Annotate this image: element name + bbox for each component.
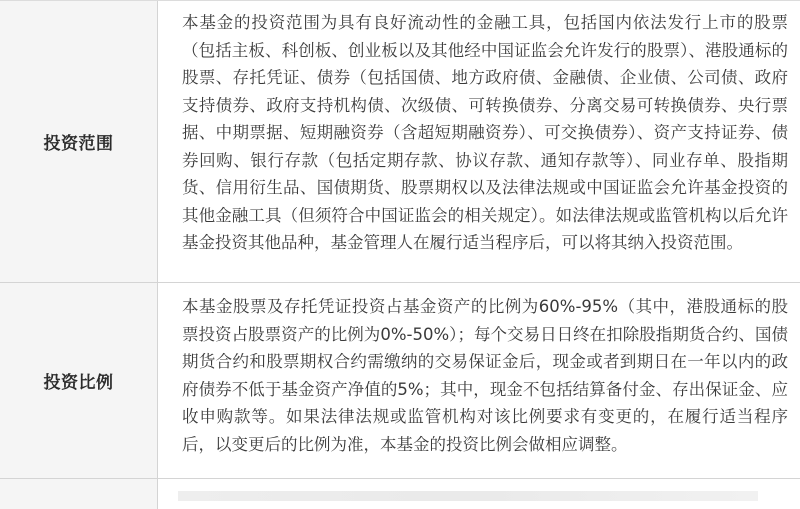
row-label-investment-ratio: 投资比例	[43, 373, 114, 393]
row-content-cell	[158, 1, 800, 282]
row-label-investment-scope: 投资范围	[43, 134, 114, 154]
investment-scope-text: 本基金的投资范围为具有良好流动性的金融工具，包括国内依法发行上市的股票（包括主板、科创板、创业板以及其他经中国证监会允许发行的股票）、港股通标的股票、存托凭证、债券（包括国债、地方政府债、金融债、企业债、公司债、政府支持债券、政府支持机构债、次级债、可转换债券、分离交易可转换债券、央行票据、中期票据、短期融资券（含超短期融资券）、可交换债券）、资产支持证券、债券回购、银行存款（包括定期存款、协议存款、通知存款等）、同业存单、股指期货、信用衍生品、国债期货、股票期权以及法律法规或中国证监会允许基金投资的其他金融工具（但须符合中国证监会的相关规定）。如法律法规或监管机构以后允许基金投资其他品种，基金管理人在履行适当程序后，可以将其纳入投资范围。	[182, 13, 788, 252]
table-row-investment-ratio	[0, 283, 800, 479]
row-label-cell	[0, 283, 158, 478]
table-row-investment-scope	[0, 1, 800, 283]
row-content-cell	[158, 283, 800, 478]
row-label-cell	[0, 1, 158, 282]
row-label-cell	[0, 479, 158, 509]
investment-ratio-text: 本基金股票及存托凭证投资占基金资产的比例为60%-95%（其中，港股通标的股票投资占股票资产的比例为0%-50%）；每个交易日日终在扣除股指期货合约、国债期货合约和股票期权合约需缴纳的交易保证金后，现金或者到期日在一年以内的政府债券不低于基金资产净值的5%；其中，现金不包括结算备付金、存出保证金、应收申购款等。如果法律法规或监管机构对该比例要求有变更的，在履行适当程序后，以变更后的比例为准，本基金的投资比例会做相应调整。	[182, 297, 788, 454]
